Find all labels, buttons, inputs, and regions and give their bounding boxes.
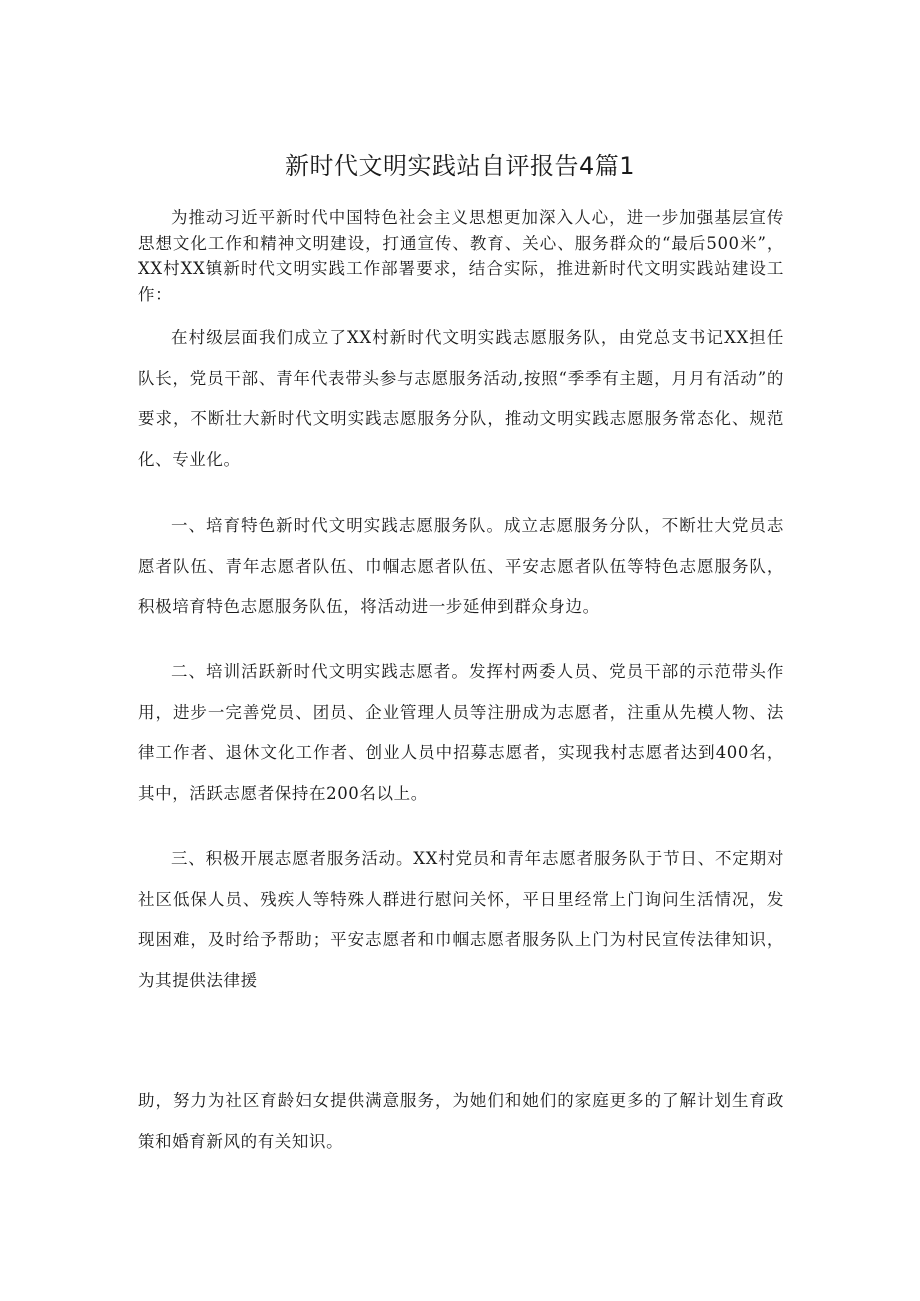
body-paragraph-continuation: 助，努力为社区育龄妇女提供满意服务，为她们和她们的家庭更多的了解计划生育政策和婚育新风的有关知识。 [138, 1091, 784, 1151]
intro-paragraph: 为推动习近平新时代中国特色社会主义思想更加深入人心，进一步加强基层宣传思想文化工作和精神文明建设，打通宣传、教育、关心、服务群众的“最后500米”，XX村XX镇新时代文明实践工作部署要求，结合实际，推进新时代文明实践站建设工作： [138, 208, 784, 304]
body-paragraph-section-three: 三、积极开展志愿者服务活动。XX村党员和青年志愿者服务队于节日、不定期对社区低保人员、残疾人等特殊人群进行慰问关怀，平日里经常上门询问生活情况，发现困难，及时给予帮助；平安志愿者和巾帼志愿者服务队上门为村民宣传法律知识，为其提供法律援 [138, 849, 784, 990]
body-paragraph-volunteer-team: 在村级层面我们成立了XX村新时代文明实践志愿服务队，由党总支书记XX担任队长，党员干部、青年代表带头参与志愿服务活动,按照“季季有主题，月月有活动”的要求，不断壮大新时代文明实践志愿服务分队，推动文明实践志愿服务常态化、规范化、专业化。 [138, 328, 784, 469]
body-paragraph-section-two: 二、培训活跃新时代文明实践志愿者。发挥村两委人员、党员干部的示范带头作用，进步一完善党员、团员、企业管理人员等注册成为志愿者，注重从先模人物、法律工作者、退休文化工作者、创业人员中招募志愿者，实现我村志愿者达到400名，其中，活跃志愿者保持在200名以上。 [138, 662, 784, 803]
body-paragraph-section-one: 一、培育特色新时代文明实践志愿服务队。成立志愿服务分队，不断壮大党员志愿者队伍、青年志愿者队伍、巾帼志愿者队伍、平安志愿者队伍等特色志愿服务队，积极培育特色志愿服务队伍，将活动进一步延伸到群众身边。 [138, 516, 784, 616]
document-title: 新时代文明实践站自评报告4篇1 [284, 152, 636, 180]
